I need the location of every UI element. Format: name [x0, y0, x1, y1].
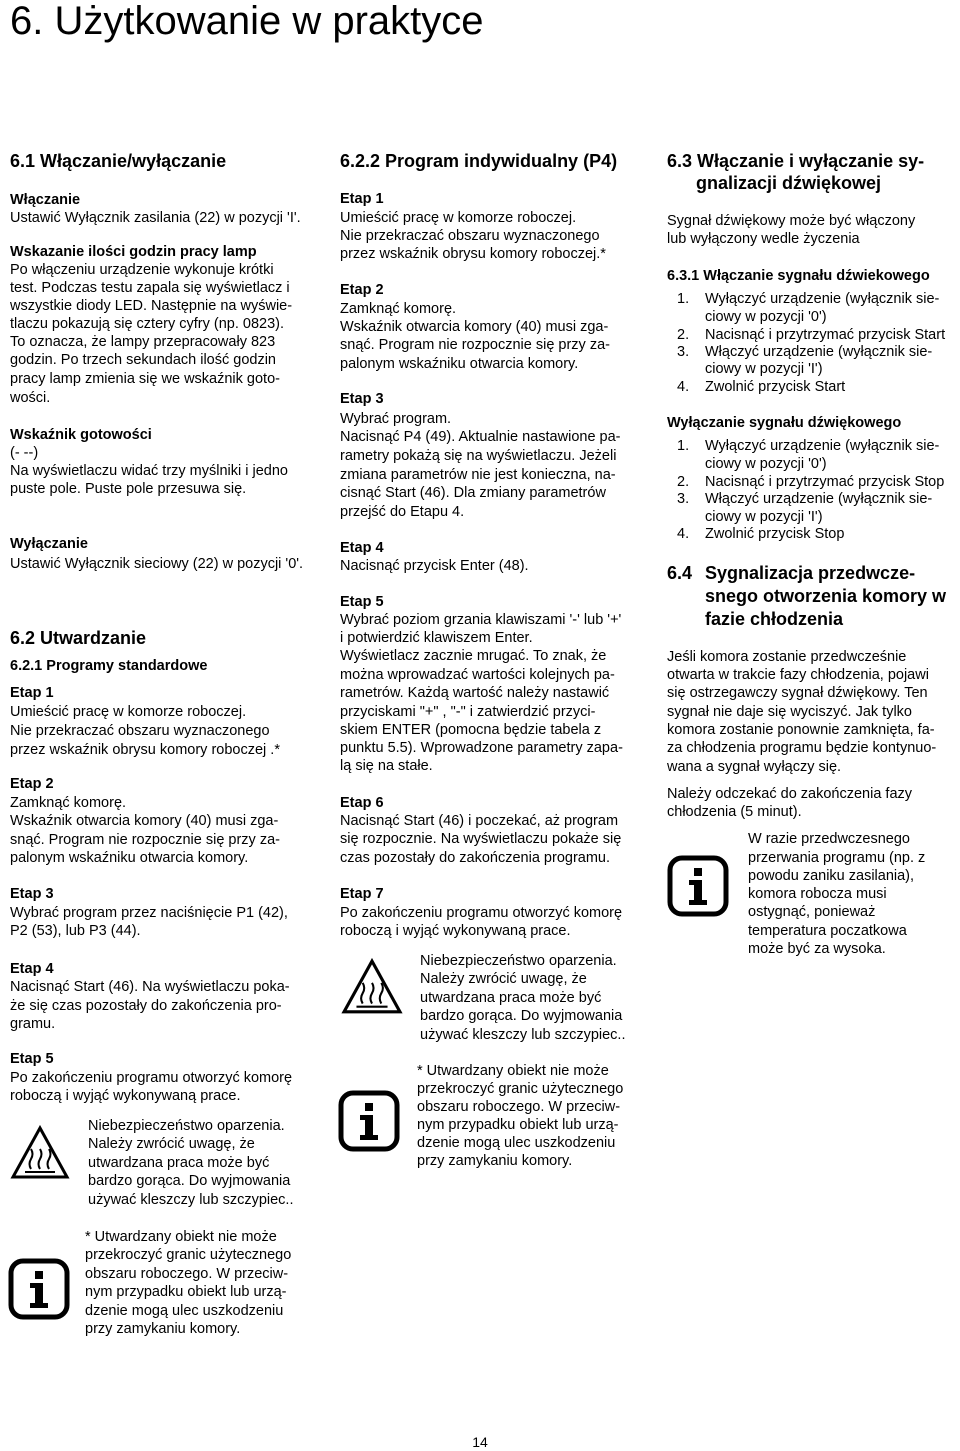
list-item: ciowy w pozycji '0')	[705, 309, 827, 325]
paragraph-line: Wybrać program.	[340, 411, 452, 427]
step-label: Etap 5	[340, 594, 384, 610]
warning-text: Należy zwrócić uwagę, że	[420, 971, 587, 987]
paragraph-line: wana a sygnał wyłączy się.	[667, 759, 842, 775]
paragraph-line: Na wyświetlaczu widać trzy myślniki i jedno	[10, 463, 288, 479]
paragraph-line: za chłodzenia programu będzie kontynuo-	[667, 740, 937, 756]
paragraph-line: Nacisnąć P4 (49). Aktualnie nastawione pa-	[340, 429, 621, 445]
list-item: Wyłączyć urządzenie (wyłącznik sie-	[705, 438, 940, 454]
warning-text: utwardzana praca może być	[88, 1155, 270, 1171]
note-text: przy zamykaniu komory.	[85, 1321, 241, 1337]
paragraph-line: pracy lamp zmienia się we wskaźnik goto-	[10, 371, 280, 387]
warning-text: Należy zwrócić uwagę, że	[88, 1136, 255, 1152]
note-text: przekroczyć granic użytecznego	[417, 1081, 624, 1097]
subheading: Włączanie	[10, 192, 81, 208]
list-item: ciowy w pozycji '0')	[705, 456, 827, 472]
list-item: Włączyć urządzenie (wyłącznik sie-	[705, 344, 933, 360]
paragraph-line: komora zostanie ponownie zamknięta, fa-	[667, 722, 935, 738]
list-number: 1.	[677, 291, 690, 307]
paragraph-line: tlaczu pokazują się cztery cyfry (np. 0823).	[10, 316, 285, 332]
note-text: komora robocza musi	[748, 886, 887, 902]
paragraph-line: rametry pokażą się na wyświetlaczu. Jeżeli	[340, 448, 617, 464]
paragraph-line: przez wskaźnik obrysu komory roboczej.*	[340, 246, 606, 262]
section-heading: 6.1 Włączanie/wyłączanie	[10, 151, 227, 171]
list-number: 3.	[677, 344, 690, 360]
paragraph-line: palonym wskaźniku otwarcia komory.	[340, 356, 579, 372]
paragraph-line: Wskaźnik otwarcia komory (40) musi zga-	[10, 813, 279, 829]
paragraph-line: Po włączeniu urządzenie wykonuje krótki	[10, 262, 274, 278]
paragraph-line: że się czas pozostały do zakończenia pro-	[10, 998, 282, 1014]
list-item: Wyłączyć urządzenie (wyłącznik sie-	[705, 291, 940, 307]
note-text: przy zamykaniu komory.	[417, 1153, 573, 1169]
paragraph-line: Wybrać program przez naciśnięcie P1 (42),	[10, 905, 288, 921]
note-text: temperatura poczatkowa	[748, 923, 907, 939]
step-label: Etap 5	[10, 1051, 54, 1067]
paragraph-line: przez wskaźnik obrysu komory roboczej .*	[10, 742, 280, 758]
info-icon	[667, 855, 729, 917]
step-label: Etap 6	[340, 795, 384, 811]
subsection-heading: Wyłączanie sygnału dźwiękowego	[667, 415, 902, 431]
paragraph-line: Jeśli komora zostanie przedwcześnie	[667, 649, 907, 665]
list-item: ciowy w pozycji 'I')	[705, 361, 823, 377]
subsection-heading: 6.2.1 Programy standardowe	[10, 658, 208, 674]
note-text: może być za wysoka.	[748, 941, 886, 957]
section-heading: Sygnalizacja przedwcze-	[705, 563, 916, 583]
paragraph-line: test. Podczas testu zapala się wyświetlacz i	[10, 280, 290, 296]
step-label: Etap 3	[340, 391, 384, 407]
info-icon	[338, 1090, 400, 1152]
paragraph-line: Ustawić Wyłącznik zasilania (22) w pozycji 'I'.	[10, 210, 301, 226]
paragraph-line: się ostrzegawczy sygnał dźwiękowy. Ten	[667, 685, 928, 701]
section-heading: 6.3 Włączanie i wyłączanie sy-	[667, 151, 925, 171]
page-number: 14	[472, 1434, 488, 1450]
list-number: 4.	[677, 379, 690, 395]
paragraph-line: Wybrać poziom grzania klawiszami '-' lub '+'	[340, 612, 622, 628]
step-label: Etap 2	[10, 776, 54, 792]
paragraph-line: snąć. Program nie rozpocznie się przy za-	[340, 337, 610, 353]
note-text: obszaru roboczego. W przeciw-	[417, 1099, 621, 1115]
paragraph-line: puste pole. Puste pole przesuwa się.	[10, 481, 247, 497]
step-label: Etap 4	[10, 961, 54, 977]
section-heading: fazie chłodzenia	[705, 609, 844, 629]
paragraph-line: Sygnał dźwiękowy może być włączony	[667, 213, 916, 229]
warning-text: Niebezpieczeństwo oparzenia.	[88, 1118, 285, 1134]
paragraph-line: wości.	[10, 390, 51, 406]
note-text: W razie przedwczesnego	[748, 831, 910, 847]
paragraph-line: Nacisnąć Start (46) i poczekać, aż program	[340, 813, 619, 829]
step-label: Etap 2	[340, 282, 384, 298]
paragraph-line: Umieścić pracę w komorze roboczej.	[340, 210, 577, 226]
paragraph-line: Umieścić pracę w komorze roboczej.	[10, 704, 247, 720]
paragraph-line: lub wyłączony wedle życzenia	[667, 231, 860, 247]
paragraph-line: chłodzenia (5 minut).	[667, 804, 802, 820]
list-item: Nacisnąć i przytrzymać przycisk Stop	[705, 474, 945, 490]
paragraph-line: To oznacza, że lampy przepracowały 823	[10, 334, 276, 350]
note-text: obszaru roboczego. W przeciw-	[85, 1266, 289, 1282]
note-text: ostygnąć, ponieważ	[748, 904, 876, 920]
paragraph-line: Po zakończeniu programu otworzyć komorę	[340, 905, 623, 921]
warning-text: bardzo gorąca. Do wyjmowania	[88, 1173, 291, 1189]
paragraph-line: można wprowadzać wartości kolejnych pa-	[340, 667, 615, 683]
list-item: Włączyć urządzenie (wyłącznik sie-	[705, 491, 933, 507]
list-number: 3.	[677, 491, 690, 507]
note-text: przekroczyć granic użytecznego	[85, 1247, 292, 1263]
list-number: 4.	[677, 526, 690, 542]
step-label: Etap 4	[340, 540, 384, 556]
step-label: Etap 3	[10, 886, 54, 902]
paragraph-line: gramu.	[10, 1016, 56, 1032]
list-number: 2.	[677, 327, 690, 343]
section-heading: 6.2 Utwardzanie	[10, 628, 147, 648]
warning-text: Niebezpieczeństwo oparzenia.	[420, 953, 617, 969]
paragraph-line: Ustawić Wyłącznik sieciowy (22) w pozycji '0'.	[10, 556, 304, 572]
note-text: dzenie mogą ulec uszkodzeniu	[417, 1135, 616, 1151]
paragraph-line: się rozpocznie. Na wyświetlaczu pokaże się	[340, 831, 622, 847]
paragraph-line: Nie przekraczać obszaru wyznaczonego	[340, 228, 600, 244]
paragraph-line: Wskaźnik otwarcia komory (40) musi zga-	[340, 319, 609, 335]
subheading: Wskaźnik gotowości	[10, 427, 152, 443]
paragraph-line: Zamknąć komorę.	[340, 301, 457, 317]
subheading: Wyłączanie	[10, 536, 88, 552]
step-label: Etap 1	[10, 685, 54, 701]
paragraph-line: Nacisnąć Start (46). Na wyświetlaczu poka-	[10, 979, 290, 995]
step-label: Etap 1	[340, 191, 384, 207]
paragraph-line: skiem ENTER (pomocna będzie tabela z	[340, 722, 602, 738]
paragraph-line: otwarta w trakcie fazy chłodzenia, pojawi	[667, 667, 929, 683]
paragraph-line: Po zakończeniu programu otworzyć komorę	[10, 1070, 293, 1086]
hot-surface-warning-icon	[10, 1125, 70, 1181]
warning-text: używać kleszczy lub szczypiec..	[88, 1192, 294, 1208]
note-text: nym przypadku obiekt lub urzą-	[417, 1117, 619, 1133]
list-item: Zwolnić przycisk Start	[705, 379, 846, 395]
paragraph-line: przyciskami "+" , "-" i zatwierdzić przyci-	[340, 704, 596, 720]
paragraph-line: roboczą i wyjąć wykonywaną prace.	[340, 923, 571, 939]
list-item: ciowy w pozycji 'I')	[705, 509, 823, 525]
paragraph-line: Nacisnąć przycisk Enter (48).	[340, 558, 529, 574]
paragraph-line: cisnąć Start (46). Dla zmiany parametrów	[340, 485, 606, 501]
note-text: nym przypadku obiekt lub urzą-	[85, 1284, 287, 1300]
paragraph-line: sygnał nie daje się wyciszyć. Jak tylko	[667, 704, 912, 720]
list-item: Zwolnić przycisk Stop	[705, 526, 845, 542]
subheading: Wskazanie ilości godzin pracy lamp	[10, 244, 257, 260]
page-title: 6. Użytkowanie w praktyce	[10, 0, 484, 43]
section-heading: 6.2.2 Program indywidualny (P4)	[340, 151, 618, 171]
paragraph-line: Nie przekraczać obszaru wyznaczonego	[10, 723, 270, 739]
list-number: 1.	[677, 438, 690, 454]
paragraph-line: (- --)	[10, 445, 39, 461]
paragraph-line: zmiana parametrów nie jest konieczna, na-	[340, 467, 616, 483]
step-label: Etap 7	[340, 886, 384, 902]
section-heading: gnalizacji dźwiękowej	[696, 173, 882, 193]
warning-text: używać kleszczy lub szczypiec..	[420, 1027, 626, 1043]
paragraph-line: przejść do Etapu 4.	[340, 504, 465, 520]
paragraph-line: snąć. Program nie rozpocznie się przy za-	[10, 832, 280, 848]
note-text: * Utwardzany obiekt nie może	[85, 1229, 277, 1245]
paragraph-line: godzin. Po trzech sekundach ilość godzin	[10, 352, 276, 368]
section-number: 6.4	[667, 563, 693, 583]
note-text: * Utwardzany obiekt nie może	[417, 1063, 609, 1079]
list-item: Nacisnąć i przytrzymać przycisk Start	[705, 327, 946, 343]
hot-surface-warning-icon	[340, 958, 404, 1016]
list-number: 2.	[677, 474, 690, 490]
warning-text: utwardzana praca może być	[420, 990, 602, 1006]
note-text: dzenie mogą ulec uszkodzeniu	[85, 1303, 284, 1319]
paragraph-line: roboczą i wyjąć wykonywaną prace.	[10, 1088, 241, 1104]
paragraph-line: punktu 5.5). Wprowadzone parametry zapa-	[340, 740, 623, 756]
info-icon	[8, 1258, 70, 1320]
paragraph-line: P2 (53), lub P3 (44).	[10, 923, 141, 939]
paragraph-line: wszystkie diody LED. Następnie na wyświe-	[10, 298, 293, 314]
paragraph-line: i potwierdzić klawiszem Enter.	[340, 630, 533, 646]
section-heading: snego otworzenia komory w	[705, 586, 947, 606]
subsection-heading: 6.3.1 Włączanie sygnału dźwiekowego	[667, 268, 930, 284]
paragraph-line: Zamknąć komorę.	[10, 795, 127, 811]
note-text: przerwania programu (np. z	[748, 850, 926, 866]
paragraph-line: rametrów. Każdą wartość należy nastawić	[340, 685, 610, 701]
warning-text: bardzo gorąca. Do wyjmowania	[420, 1008, 623, 1024]
paragraph-line: lą się na stałe.	[340, 758, 433, 774]
paragraph-line: Wyświetlacz zacznie mrugać. To znak, że	[340, 648, 607, 664]
note-text: powodu zaniku zasilania),	[748, 868, 915, 884]
paragraph-line: palonym wskaźniku otwarcia komory.	[10, 850, 249, 866]
paragraph-line: Należy odczekać do zakończenia fazy	[667, 786, 913, 802]
paragraph-line: czas pozostały do zakończenia programu.	[340, 850, 611, 866]
